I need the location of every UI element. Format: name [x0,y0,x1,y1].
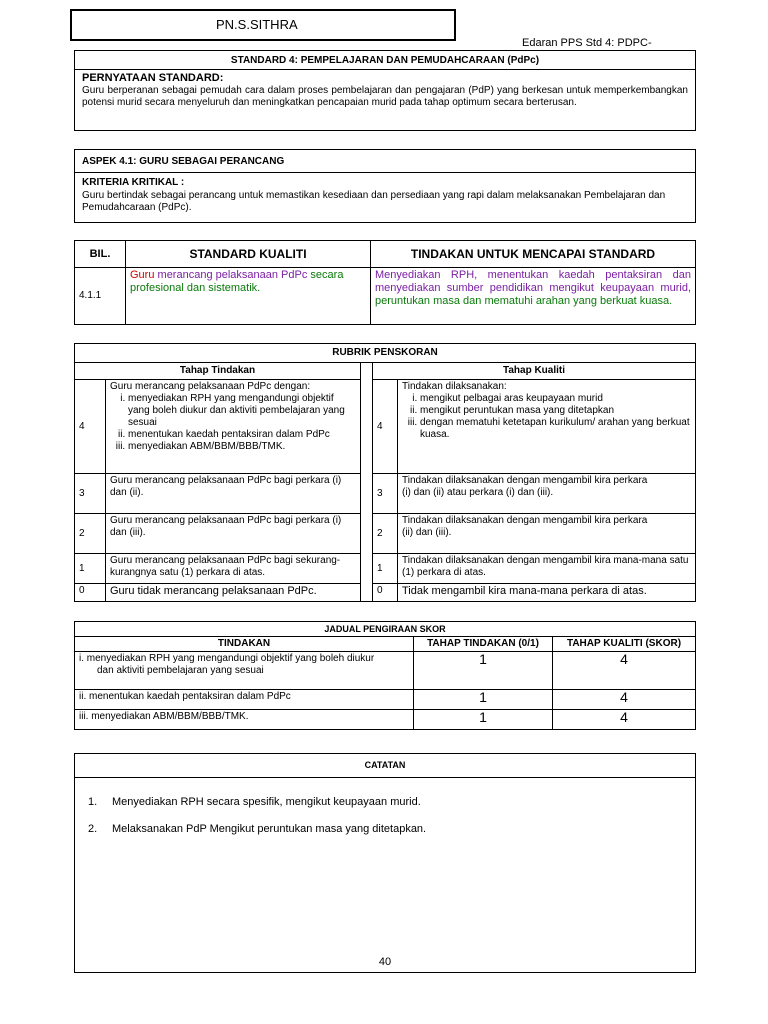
name-box [70,9,456,41]
col-tindakan-standard: TINDAKAN UNTUK MENCAPAI STANDARD [371,241,696,268]
rubrik-row-4 [75,380,696,474]
catatan-text: Melaksanakan PdP Mengikut peruntukan masa yang ditetapkan. [112,823,427,835]
sk-tindakan-text: Menyediakan RPH, menentukan kaedah pentaksiran dan menyediakan sumber pendidikan mengikut keupayaan murid, peruntukan masa dan mematuhi arahan yang berkuat kuasa. [371,268,696,325]
col-tahap-tindakan: Tahap Tindakan [75,363,361,380]
page-number: 40 [378,956,392,968]
rubrik-4-tindakan: Guru merancang pelaksanaan PdPc dengan: i. menyediakan RPH yang mengandungi objektif yang boleh diukur dan aktiviti pembelajaran yang sesuai ii. menentukan kaedah pentaksiran dalam PdPc iii. menyediakan ABM/BBM/BBB/TMK. [106,380,361,474]
jadual-row [75,690,696,710]
kriteria-label: KRITERIA KRITIKAL : [82,177,185,188]
rubrik-1-kualiti: Tindakan dilaksanakan dengan mengambil kira mana-mana satu (1) perkara di atas. [398,554,696,584]
col-jadual-tahap: TAHAP TINDAKAN (0/1) [414,637,553,652]
score-2-kualiti: 2 [373,514,398,554]
rubrik-3-tindakan: Guru merancang pelaksanaan PdPc bagi perkara (i) dan (ii). [106,474,361,514]
score-4-kualiti: 4 [373,380,398,474]
catatan-item [88,823,695,835]
edaran-label: Edaran PPS Std 4: PDPC- [522,37,652,49]
rubrik-2-tindakan: Guru merancang pelaksanaan PdPc bagi perkara (i) dan (iii). [106,514,361,554]
jadual-table [74,621,696,730]
jadual-row [75,652,696,690]
jadual-row-2-tahap: 1 [414,690,553,710]
standard-title: STANDARD 4: PEMPELAJARAN DAN PEMUDAHCARAAN (PdPc) [75,51,695,70]
aspek-box [74,149,696,223]
col-jadual-kualiti: TAHAP KUALITI (SKOR) [553,637,696,652]
catatan-text: Menyediakan RPH secara spesifik, mengikut keupayaan murid. [112,796,421,808]
rubrik-2-kualiti: Tindakan dilaksanakan dengan mengambil kira perkara (ii) dan (iii). [398,514,696,554]
kriteria-text: Guru bertindak sebagai perancang untuk memastikan kesediaan dan persediaan yang rapi dalam melaksanakan Pembelajaran dan Pemudahcaraan (PdPc). [82,190,666,213]
score-1: 1 [75,554,106,584]
col-jadual-tindakan: TINDAKAN [75,637,414,652]
jadual-row [75,710,696,730]
catatan-num: 1. [88,796,98,808]
catatan-item [88,796,695,808]
rubrik-3-kualiti: Tindakan dilaksanakan dengan mengambil kira perkara (i) dan (ii) atau perkara (i) dan (iii). [398,474,696,514]
pernyataan-label: PERNYATAAN STANDARD: [82,72,224,84]
score-1-kualiti: 1 [373,554,398,584]
rubrik-4-kualiti: Tindakan dilaksanakan: i. mengikut pelbagai aras keupayaan murid ii. mengikut peruntukan masa yang ditetapkan iii. dengan mematuhi ketetapan kurikulum/ arahan yang berkuat kuasa. [398,380,696,474]
rubrik-row-2 [75,514,696,554]
jadual-row-1-skor: 4 [553,652,696,690]
rubrik-0-kualiti: Tidak mengambil kira mana-mana perkara di atas. [398,584,696,602]
catatan-title: CATATAN [75,754,695,778]
col-bil: BIL. [75,241,126,268]
standard-kualiti-table [74,240,696,325]
jadual-row-3-text: iii. menyediakan ABM/BBM/BBB/TMK. [75,710,414,730]
rubrik-0-tindakan: Guru tidak merancang pelaksanaan PdPc. [106,584,361,602]
jadual-row-1-text: i. menyediakan RPH yang mengandungi objektif yang boleh diukur dan aktiviti pembelajaran yang sesuai [75,652,414,690]
rubrik-title: RUBRIK PENSKORAN [75,344,696,363]
score-3-kualiti: 3 [373,474,398,514]
jadual-row-3-skor: 4 [553,710,696,730]
catatan-num: 2. [88,823,98,835]
score-0: 0 [75,584,106,602]
catatan-box [74,753,696,973]
jadual-title: JADUAL PENGIRAAN SKOR [75,622,696,637]
score-3: 3 [75,474,106,514]
jadual-row-2-text: ii. menentukan kaedah pentaksiran dalam PdPc [75,690,414,710]
jadual-row-1-tahap: 1 [414,652,553,690]
jadual-row-2-skor: 4 [553,690,696,710]
score-0-kualiti: 0 [373,584,398,602]
sk-bil: 4.1.1 [75,268,126,325]
pernyataan-text: Guru berperanan sebagai pemudah cara dalam proses pembelajaran dan pengajaran (PdP) yang berkesan untuk memperkembangkan potensi murid secara menyeluruh dan meningkatkan pencapaian murid pada tahap optimum secara berterusan. [82,85,688,108]
rubrik-1-tindakan: Guru merancang pelaksanaan PdPc bagi sekurang-kurangnya satu (1) perkara di atas. [106,554,361,584]
rubrik-row-1 [75,554,696,584]
score-2: 2 [75,514,106,554]
col-standard-kualiti: STANDARD KUALITI [126,241,371,268]
teacher-name: PN.S.SITHRA [216,17,298,32]
aspek-title: ASPEK 4.1: GURU SEBAGAI PERANCANG [75,150,695,173]
standard-box [74,50,696,131]
sk-text: Guru merancang pelaksanaan PdPc secara profesional dan sistematik. [126,268,371,325]
rubrik-gap [361,363,373,602]
rubrik-row-0 [75,584,696,602]
score-4: 4 [75,380,106,474]
rubrik-table [74,343,696,602]
col-tahap-kualiti: Tahap Kualiti [373,363,696,380]
jadual-row-3-tahap: 1 [414,710,553,730]
rubrik-row-3 [75,474,696,514]
